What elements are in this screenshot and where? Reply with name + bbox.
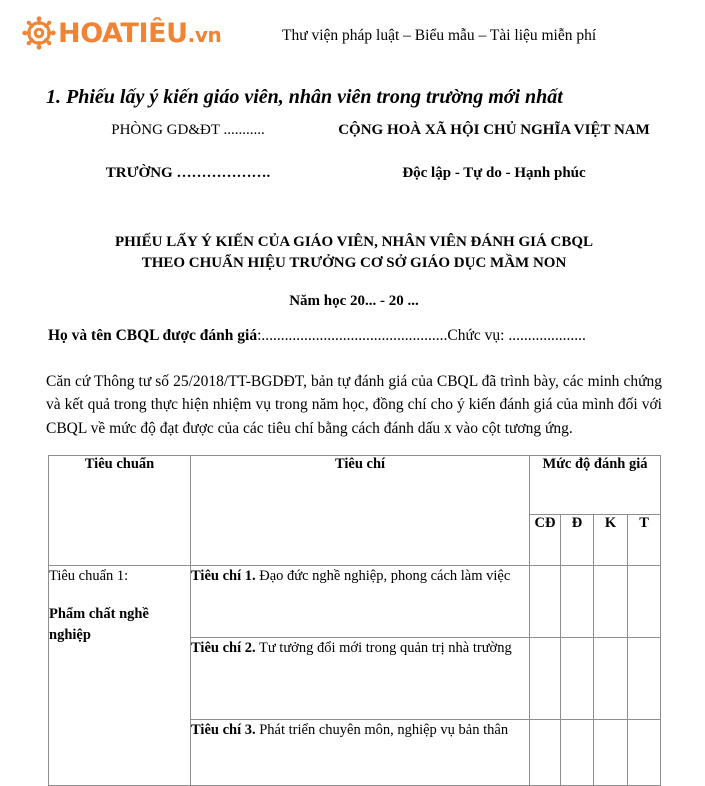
level-cell-k[interactable] xyxy=(594,638,628,720)
criterion-text: Tư tưởng đổi mới trong quản trị nhà trường xyxy=(255,640,512,656)
level-cell-t[interactable] xyxy=(628,566,661,638)
th-level-group: Mức độ đánh giá xyxy=(530,456,661,515)
th-level-t: T xyxy=(628,515,661,566)
level-cell-d[interactable] xyxy=(561,638,594,720)
evaluatee-name-dots: :................................................ xyxy=(257,327,448,344)
document-title-line2: THEO CHUẨN HIỆU TRƯỞNG CƠ SỞ GIÁO DỤC MẦM NON xyxy=(141,255,567,272)
level-cell-t[interactable] xyxy=(628,638,661,720)
national-title: CỘNG HOÀ XÃ HỘI CHỦ NGHĨA VIỆT NAM xyxy=(338,122,650,138)
letterhead-left xyxy=(48,122,328,182)
intro-paragraph: Căn cứ Thông tư số 25/2018/TT-BGDĐT, bản tự đánh giá của CBQL đã trình bày, các minh chứng và kết quả trong thực hiện nhiệm vụ trong năm học, đồng chí cho ý kiến đánh giá của mình đối với CBQL về mức độ đạt được của các tiêu chí bằng cách đánh dấu x vào cột tương ứng. xyxy=(46,373,662,437)
site-logo[interactable] xyxy=(22,16,221,50)
national-motto: Độc lập - Tự do - Hạnh phúc xyxy=(402,165,586,181)
th-level-cd: CĐ xyxy=(530,515,561,566)
criterion-cell xyxy=(191,720,530,786)
standard-label: Tiêu chuẩn 1: xyxy=(49,568,129,584)
th-level-k: K xyxy=(594,515,628,566)
criterion-cell xyxy=(191,566,530,638)
site-logo-text xyxy=(58,17,222,49)
table-row xyxy=(49,566,661,638)
evaluatee-name-line xyxy=(48,327,668,345)
brand-name: HOATIÊU xyxy=(58,17,188,49)
document-title-line1: PHIẾU LẤY Ý KIẾN CỦA GIÁO VIÊN, NHÂN VIÊN ĐÁNH GIÁ CBQL xyxy=(114,234,594,250)
table-body xyxy=(49,566,661,786)
level-cell-cd[interactable] xyxy=(530,638,561,720)
department-line: PHÒNG GD&ĐT ........... xyxy=(111,122,265,138)
standard-name: Phẩm chất nghề nghiệp xyxy=(49,606,149,644)
level-cell-t[interactable] xyxy=(628,720,661,786)
th-standard: Tiêu chuẩn xyxy=(49,456,191,566)
criterion-text: Đạo đức nghề nghiệp, phong cách làm việc xyxy=(255,568,511,584)
evaluatee-name-label: Họ và tên CBQL được đánh giá xyxy=(48,327,258,344)
level-cell-d[interactable] xyxy=(561,720,594,786)
assessment-table xyxy=(48,455,661,786)
level-cell-cd[interactable] xyxy=(530,720,561,786)
level-cell-k[interactable] xyxy=(594,566,628,638)
letterhead-right xyxy=(328,122,660,182)
site-header xyxy=(0,0,705,68)
school-line: TRƯỜNG ………………. xyxy=(105,165,271,181)
level-cell-d[interactable] xyxy=(561,566,594,638)
letterhead xyxy=(48,122,660,182)
criterion-cell xyxy=(191,638,530,720)
criterion-number: Tiêu chí 1. xyxy=(191,568,256,584)
page-title: 1. Phiếu lấy ý kiến giáo viên, nhân viên trong trường mới nhất xyxy=(46,86,563,108)
criterion-text: Phát triển chuyên môn, nghiệp vụ bản thân xyxy=(255,722,509,738)
level-cell-k[interactable] xyxy=(594,720,628,786)
th-level-d: Đ xyxy=(561,515,594,566)
criterion-number: Tiêu chí 3. xyxy=(191,722,256,738)
site-tagline: Thư viện pháp luật – Biểu mẫu – Tài liệu miễn phí xyxy=(282,27,597,44)
th-criterion: Tiêu chí xyxy=(191,456,530,566)
school-year-line: Năm học 20... - 20 ... xyxy=(289,293,419,309)
brand-tld: .vn xyxy=(187,22,222,47)
level-cell-cd[interactable] xyxy=(530,566,561,638)
standard-cell xyxy=(49,566,191,786)
document-title xyxy=(48,232,660,275)
table-header-row-1 xyxy=(49,456,661,515)
evaluatee-position-label: Chức vụ: .................... xyxy=(447,327,586,344)
criterion-number: Tiêu chí 2. xyxy=(191,640,256,656)
ship-wheel-icon xyxy=(22,16,56,50)
table-header xyxy=(49,456,661,566)
